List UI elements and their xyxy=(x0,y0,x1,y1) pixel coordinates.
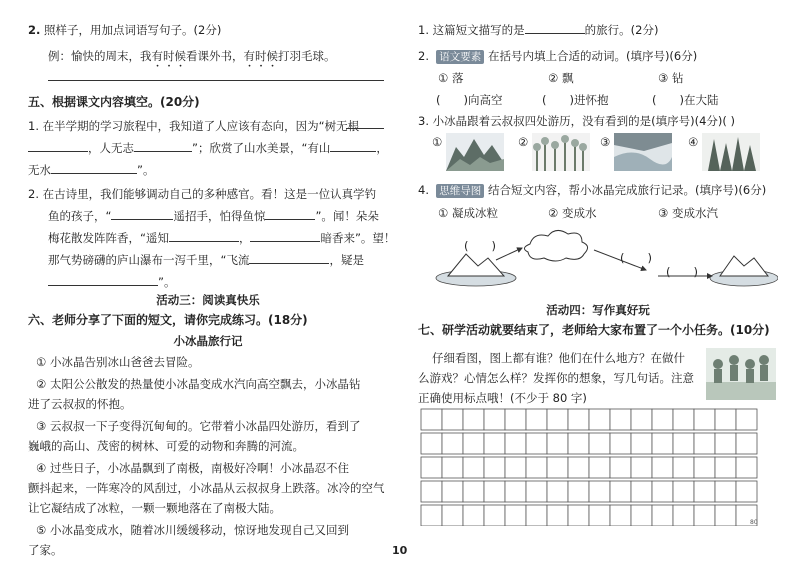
s5-q2-b3: ”。闻！朵朵 xyxy=(315,209,379,223)
story-paragraph-1: ① 小冰晶告别冰山爸爸去冒险。 xyxy=(36,355,200,369)
grid-cell[interactable] xyxy=(463,457,484,478)
flowers-image xyxy=(532,133,590,171)
grid-cell[interactable] xyxy=(652,481,673,502)
r-q4-opt-1: ① 凝成冰粒 xyxy=(438,206,498,220)
q2-instruction xyxy=(28,22,221,38)
iceberg-right-icon xyxy=(710,256,778,286)
s5-q2-blank-4[interactable] xyxy=(250,230,320,242)
grid-cell[interactable] xyxy=(589,457,610,478)
grid-cell[interactable] xyxy=(526,457,547,478)
grid-cell[interactable] xyxy=(484,409,505,430)
grid-cell[interactable] xyxy=(463,505,484,526)
grid-cell[interactable] xyxy=(736,433,757,454)
s5-q2-blank-5[interactable] xyxy=(249,252,329,264)
s5-q1-line-3 xyxy=(28,162,154,178)
grid-cell[interactable] xyxy=(631,505,652,526)
water-cycle-diagram xyxy=(418,226,778,290)
s5-q2-line-2 xyxy=(48,208,379,224)
grid-cell[interactable] xyxy=(547,481,568,502)
grid-cell[interactable] xyxy=(589,481,610,502)
r-q3-label-1: ① xyxy=(432,135,443,149)
grid-cell[interactable] xyxy=(442,457,463,478)
story-paragraph-4-line-3: 让它凝结成了冰粒，一颗一颗地落在了南极大陆。 xyxy=(28,501,281,515)
grid-cell[interactable] xyxy=(442,409,463,430)
grid-cell[interactable] xyxy=(673,481,694,502)
grid-cell[interactable] xyxy=(631,409,652,430)
s5-q2-b2: 遥招手，怕得鱼惊 xyxy=(173,209,266,223)
grid-cell[interactable] xyxy=(505,505,526,526)
grid-cell[interactable] xyxy=(610,505,631,526)
story-title: 小冰晶旅行记 xyxy=(173,334,243,348)
grid-cell[interactable] xyxy=(568,505,589,526)
page-number: 10 xyxy=(392,544,408,557)
grid-cell[interactable] xyxy=(442,481,463,502)
s5-q1-blank-2[interactable] xyxy=(28,140,88,152)
r-q2-blank-1[interactable]: ( )向高空 xyxy=(436,93,503,107)
r-q3-label-3: ③ xyxy=(600,135,611,149)
s5-q2-blank-1[interactable] xyxy=(111,208,173,220)
grid-cell[interactable] xyxy=(673,409,694,430)
grid-cell[interactable] xyxy=(547,457,568,478)
grid-cell[interactable] xyxy=(526,433,547,454)
r-q4-tag: 思维导图 xyxy=(436,184,484,198)
grid-cell[interactable] xyxy=(505,481,526,502)
r-q4-text: 结合短文内容，帮小冰晶完成旅行记录。(填序号)(6分) xyxy=(487,183,767,197)
r-q2-opt-3: ③ 钻 xyxy=(658,71,684,85)
grid-cell[interactable] xyxy=(715,409,736,430)
s5-q2-c2: ， xyxy=(238,231,251,245)
r-q2-opt-1: ① 落 xyxy=(438,71,464,85)
s5-q2-line-1: 2. 在古诗里，我们能够调动自己的多种感官。看！这是一位认真学钓 xyxy=(28,187,377,201)
grid-cell[interactable] xyxy=(421,433,442,454)
grid-cell[interactable] xyxy=(421,481,442,502)
grid-cell[interactable] xyxy=(568,433,589,454)
grid-cell[interactable] xyxy=(442,433,463,454)
s5-q1-text-c2: 无水 xyxy=(28,163,51,177)
r-q1-end: 的旅行。(2分) xyxy=(584,23,659,37)
grid-cell[interactable] xyxy=(547,505,568,526)
grid-cell[interactable] xyxy=(568,481,589,502)
s5-q2-e: ”。 xyxy=(158,275,176,289)
s5-q1-blank-4[interactable] xyxy=(330,140,376,152)
grid-cell[interactable] xyxy=(694,457,715,478)
grid-cell[interactable] xyxy=(421,409,442,430)
r-q4-opt-2: ② 变成水 xyxy=(548,206,597,220)
s5-q2-c1: 梅花散发阵阵香，“遥知 xyxy=(48,231,169,245)
diagram-blank-3[interactable]: ( ) xyxy=(666,265,698,279)
grid-cell[interactable] xyxy=(736,457,757,478)
s5-q2-d: 那气势磅礴的庐山瀑布一泻千里，“飞流 xyxy=(48,253,250,267)
s5-q1-comma: ， xyxy=(376,141,388,155)
grid-cell[interactable] xyxy=(589,409,610,430)
example-end: 打羽毛球。 xyxy=(278,49,336,63)
s5-q1-text-b: ，人无志 xyxy=(88,141,134,155)
s5-q1-blank-1[interactable] xyxy=(346,128,384,129)
q2-example xyxy=(48,48,336,70)
story-paragraph-3-line-2: 巍峨的高山、茂密的树林、可爱的动物和奔腾的河流。 xyxy=(28,439,304,453)
s7-prompt-line-3: 正确使用标点哦！(不少于 80 字) xyxy=(418,391,587,405)
r-q2-blank-3[interactable]: ( )在大陆 xyxy=(652,93,719,107)
grid-cell[interactable] xyxy=(526,409,547,430)
grid-cell[interactable] xyxy=(694,481,715,502)
q2-answer-line[interactable] xyxy=(48,80,384,81)
grid-cell[interactable] xyxy=(463,409,484,430)
grid-cell[interactable] xyxy=(484,433,505,454)
s5-q2-line-5 xyxy=(48,274,175,290)
grid-cell[interactable] xyxy=(694,409,715,430)
section-7-title: 七、研学活动就要结束了，老师给大家布置了一个小任务。(10分) xyxy=(418,323,770,337)
grid-cell[interactable] xyxy=(547,409,568,430)
grid-cell[interactable] xyxy=(673,457,694,478)
grid-cell[interactable] xyxy=(484,457,505,478)
grid-cell[interactable] xyxy=(526,481,547,502)
iceberg-left-icon xyxy=(436,254,516,286)
children-playing-image xyxy=(706,348,776,400)
grid-cell[interactable] xyxy=(505,457,526,478)
grid-cell[interactable] xyxy=(673,433,694,454)
grid-cell[interactable] xyxy=(715,481,736,502)
r-q1-text: 1. 这篇短文描写的是 xyxy=(418,23,525,37)
q2-number: 2. xyxy=(28,23,41,37)
grid-cell[interactable] xyxy=(610,433,631,454)
grid-cell[interactable] xyxy=(652,409,673,430)
r-q1-blank[interactable] xyxy=(525,22,585,34)
s5-q1-blank-3[interactable] xyxy=(134,140,192,152)
grid-cell[interactable] xyxy=(421,457,442,478)
r-q2: 2. 语文要素 在括号内填上合适的动词。(填序号)(6分) xyxy=(418,49,698,63)
grid-cell[interactable] xyxy=(631,457,652,478)
story-paragraph-2-line-1: ② 太阳公公散发的热量使小冰晶变成水汽向高空飘去，小冰晶钻 xyxy=(36,377,361,391)
s5-q1-text-c3: ”。 xyxy=(137,163,155,177)
example-prefix: 例：愉快的周末，我 xyxy=(48,49,152,63)
grid-cell[interactable] xyxy=(736,481,757,502)
grid-cell[interactable] xyxy=(463,433,484,454)
r-q3-label-2: ② xyxy=(518,135,529,149)
grid-cell[interactable] xyxy=(610,481,631,502)
grid-cell[interactable] xyxy=(589,505,610,526)
s5-q2-blank-6[interactable] xyxy=(48,274,158,286)
grid-cell[interactable] xyxy=(505,433,526,454)
grid-cell[interactable] xyxy=(631,433,652,454)
q2-text: 照样子，用加点词语写句子。(2分) xyxy=(44,23,222,37)
story-paragraph-5-line-2: 了家。 xyxy=(28,543,63,557)
grid-cell[interactable] xyxy=(505,409,526,430)
section-5-title: 五、根据课文内容填空。(20分) xyxy=(28,95,200,109)
grid-cell[interactable] xyxy=(442,505,463,526)
grid-cell[interactable] xyxy=(715,505,736,526)
grid-cell[interactable] xyxy=(736,409,757,430)
grid-cell[interactable] xyxy=(526,505,547,526)
activity-3-heading: 活动三：阅读真快乐 xyxy=(156,293,260,307)
s5-q1-text-b2: ”；欣赏了山水美景，“有山 xyxy=(192,141,331,155)
grid-cell[interactable] xyxy=(715,457,736,478)
story-paragraph-4-line-2: 颤抖起来，一阵寒冷的风刮过，小冰晶从云叔叔身上跌落。冰冷的空气 xyxy=(28,481,385,495)
grid-cell[interactable] xyxy=(652,505,673,526)
mountains-image xyxy=(446,133,504,171)
story-paragraph-5-line-1: ⑤ 小冰晶变成水，随着冰川缓缓移动，惊讶地发现自己又回到 xyxy=(36,523,349,537)
story-paragraph-4-line-1: ④ 过些日子，小冰晶飘到了南极，南极好冷啊！小冰晶忍不住 xyxy=(36,461,349,475)
s7-prompt-line-2: 么游戏？心情怎么样？发挥你的想象，写几句话。注意 xyxy=(418,371,694,385)
grid-cell[interactable] xyxy=(694,433,715,454)
writing-grid[interactable] xyxy=(420,408,764,526)
s5-q1-line-2 xyxy=(28,140,388,156)
grid-cell[interactable] xyxy=(484,481,505,502)
grid-cell[interactable] xyxy=(568,457,589,478)
r-q1 xyxy=(418,22,658,38)
grid-cell[interactable] xyxy=(589,433,610,454)
grid-cell[interactable] xyxy=(421,505,442,526)
grid-cell[interactable] xyxy=(547,433,568,454)
grid-cell[interactable] xyxy=(610,457,631,478)
r-q3-label-4: ④ xyxy=(688,135,699,149)
grid-count-label: 80 xyxy=(750,519,758,526)
forest-image xyxy=(702,133,760,171)
grid-cell[interactable] xyxy=(652,433,673,454)
grid-cell[interactable] xyxy=(673,505,694,526)
grid-cell[interactable] xyxy=(694,505,715,526)
s5-q1-blank-5[interactable] xyxy=(51,162,137,174)
grid-cell[interactable] xyxy=(484,505,505,526)
example-dotted-word-1: 有时候 xyxy=(151,49,186,63)
r-q4-opt-3: ③ 变成水汽 xyxy=(658,206,718,220)
r-q2-opt-2: ② 飘 xyxy=(548,71,574,85)
s5-q1-line-1: 1. 在半学期的学习旅程中，我知道了人应该有态向，因为“树无根 xyxy=(28,119,360,133)
example-mid: 看课外书， xyxy=(186,49,244,63)
s5-q2-d2: ，疑是 xyxy=(329,253,364,267)
activity-4-heading: 活动四：写作真好玩 xyxy=(546,303,650,317)
cloud-icon xyxy=(524,230,587,261)
example-dotted-word-2: 有时候 xyxy=(243,49,278,63)
diagram-blank-2[interactable]: ( ) xyxy=(620,251,652,265)
r-q2-tag: 语文要素 xyxy=(436,50,484,64)
s7-prompt-line-1: 仔细看图，图上都有谁？他们在什么地方？在做什 xyxy=(432,351,685,365)
r-q2-blank-2[interactable]: ( )进怀抱 xyxy=(542,93,609,107)
grid-cell[interactable] xyxy=(631,481,652,502)
r-q2-text: 在括号内填上合适的动词。(填序号)(6分) xyxy=(487,49,698,63)
diagram-blank-1[interactable]: ( ) xyxy=(464,239,496,253)
river-image xyxy=(614,133,672,171)
s5-q2-line-3 xyxy=(48,230,395,246)
s5-q2-blank-2[interactable] xyxy=(265,208,315,220)
story-paragraph-2-line-2: 进了云叔叔的怀抱。 xyxy=(28,397,132,411)
s5-q2-line-4 xyxy=(48,252,364,268)
section-6-title: 六、老师分享了下面的短文，请你完成练习。(18分) xyxy=(28,313,308,327)
s5-q2-blank-3[interactable] xyxy=(169,230,239,242)
grid-cell[interactable] xyxy=(652,457,673,478)
s5-q2-b1: 鱼的孩子，“ xyxy=(48,209,112,223)
r-q4: 4. 思维导图 结合短文内容，帮小冰晶完成旅行记录。(填序号)(6分) xyxy=(418,183,767,197)
grid-cell[interactable] xyxy=(463,481,484,502)
story-paragraph-3-line-1: ③ 云叔叔一下子变得沉甸甸的。它带着小冰晶四处游历，看到了 xyxy=(36,419,361,433)
r-q3-text: 3. 小冰晶跟着云叔叔四处游历，没有看到的是(填序号)(4分)( ) xyxy=(418,114,736,128)
grid-cell[interactable] xyxy=(715,433,736,454)
s5-q2-c3: 暗香来”。望！ xyxy=(320,231,396,245)
grid-cell[interactable] xyxy=(610,409,631,430)
grid-cell[interactable] xyxy=(568,409,589,430)
